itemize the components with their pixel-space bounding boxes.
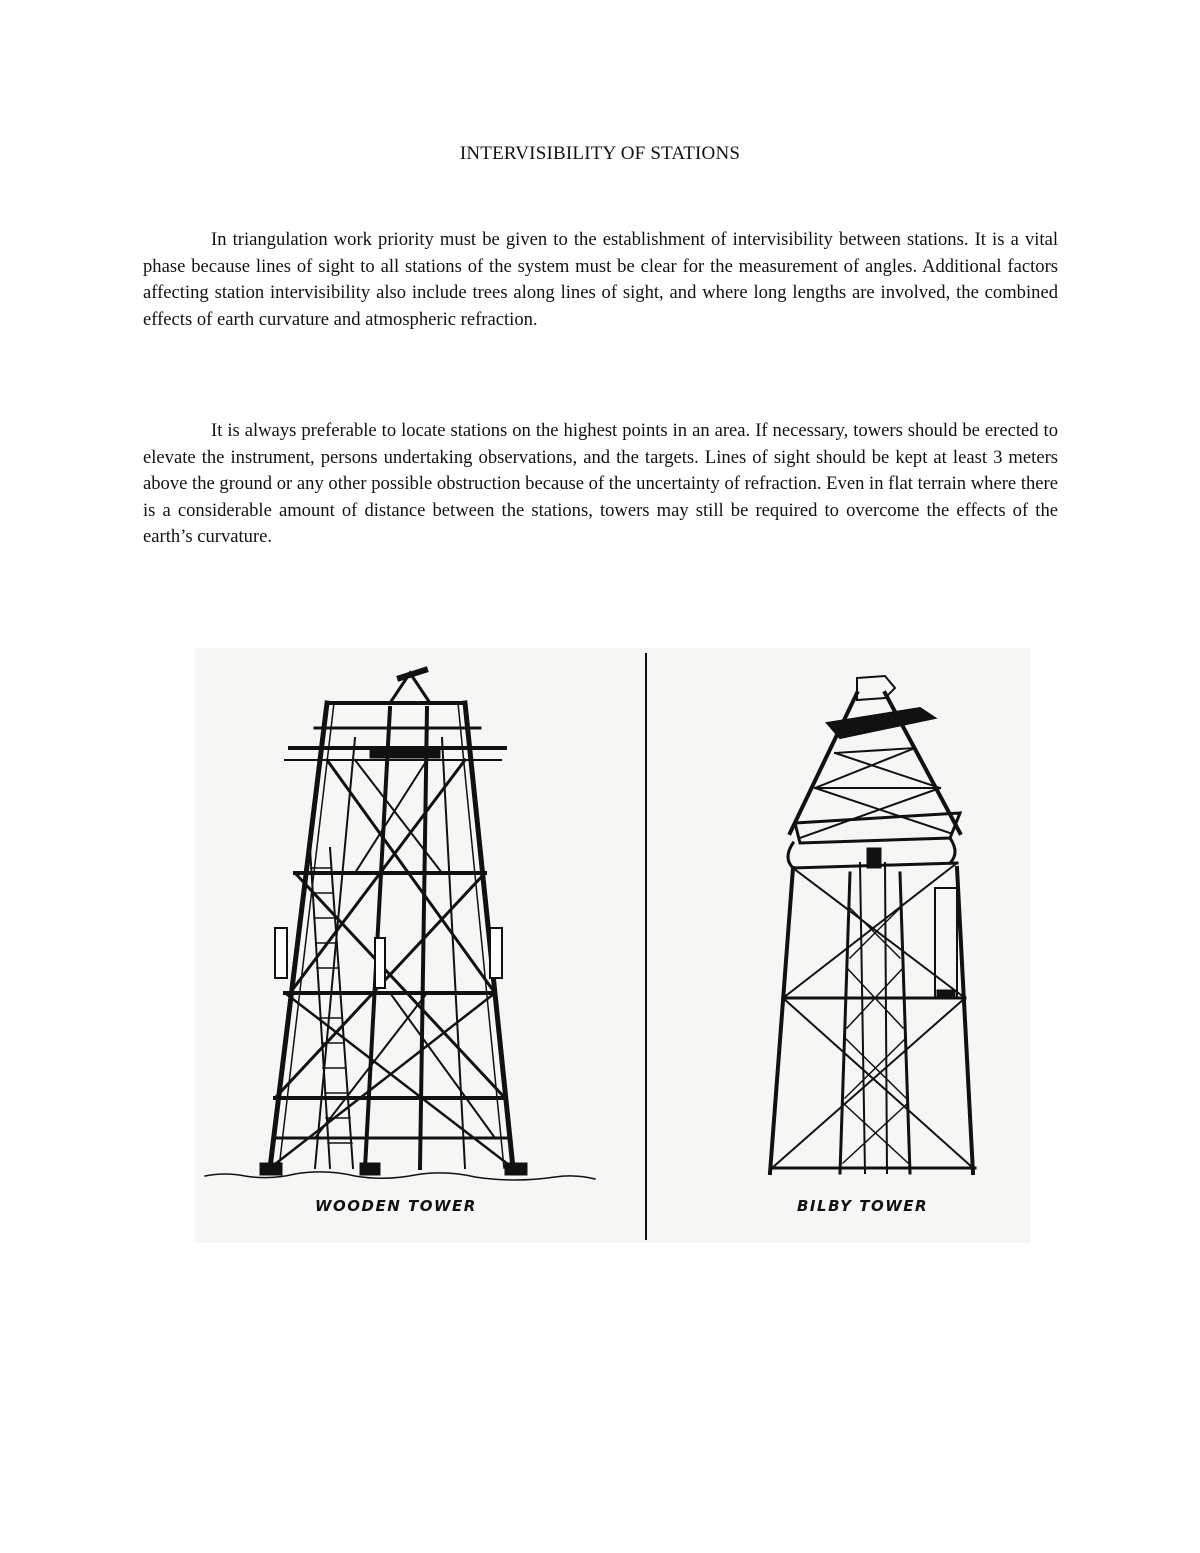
caption-wooden-tower: WOODEN TOWER (315, 1197, 477, 1215)
page-title: INTERVISIBILITY OF STATIONS (459, 143, 741, 164)
tower-illustrations (195, 648, 1030, 1243)
caption-bilby-tower: BILBY TOWER (797, 1197, 929, 1215)
bilby-tower-drawing (770, 676, 975, 1173)
tower-figure (195, 648, 1030, 1243)
paragraph-1: In triangulation work priority must be given to the establishment of intervisibility between stations. It is a vital phase because lines of sight to all stations of the system must be clear for the measurement of angles. Additional factors affecting station intervisibility also include trees along lines of sight, and where long lengths are involved, the combined effects of earth curvature and atmospheric refraction. (143, 229, 1058, 330)
wooden-tower-drawing (205, 670, 595, 1180)
paragraph-2: It is always preferable to locate stations on the highest points in an area. If necessary, towers should be erected to elevate the instrument, persons undertaking observations, and the targets. Lines of sight should be kept at least 3 meters above the ground or any other possible obstruction because of the uncertainty of refraction. Even in flat terrain where there is a considerable amount of distance between the stations, towers may still be required to overcome the effects of the earth’s curvature. (143, 420, 1058, 547)
